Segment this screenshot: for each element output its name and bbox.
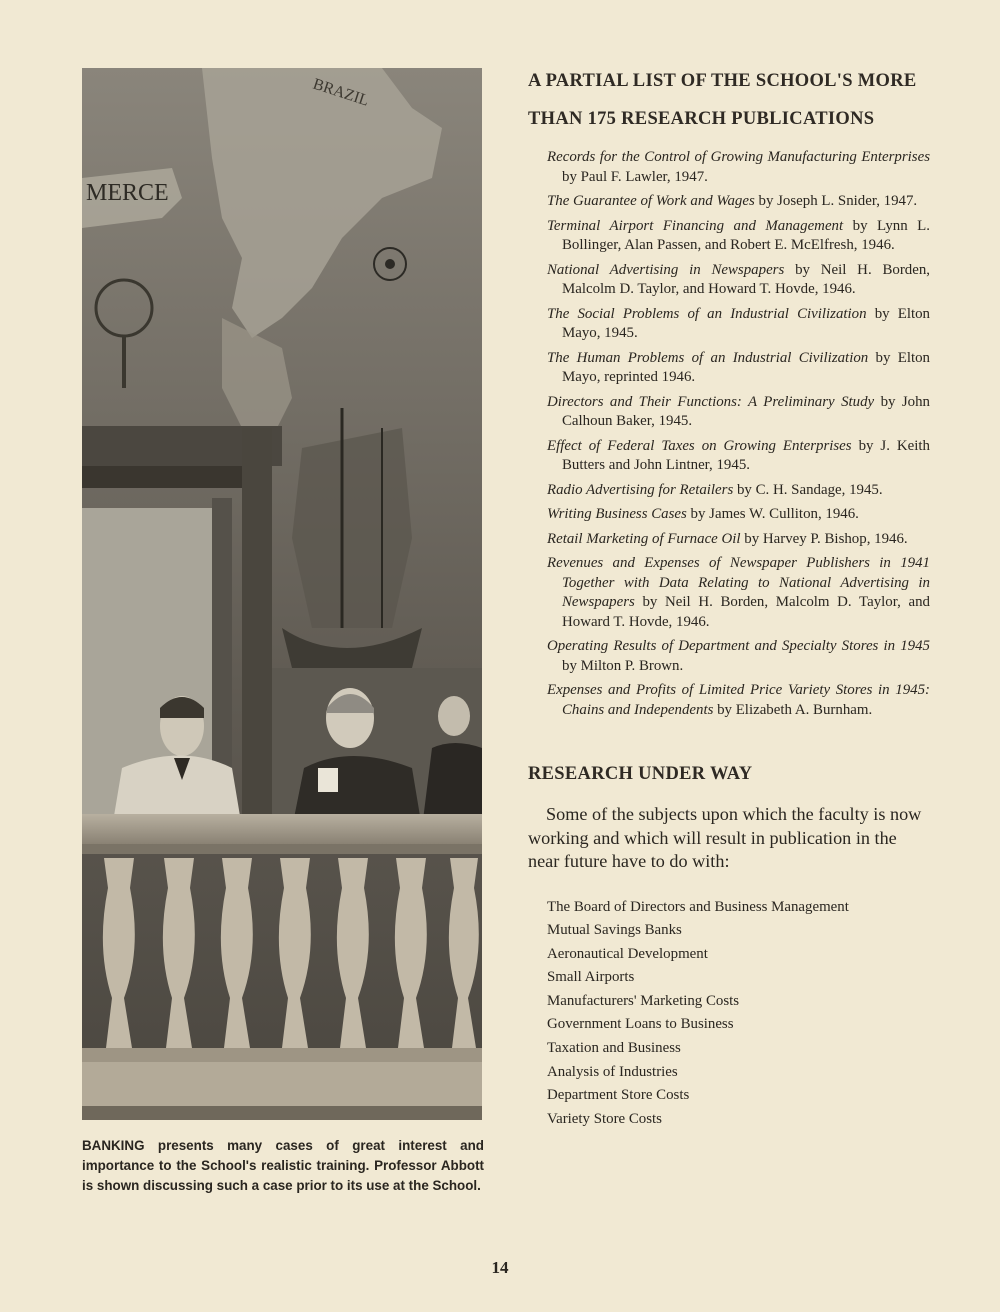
publication-item: [528, 261, 930, 300]
map-label-merce: MERCE: [86, 180, 169, 206]
publication-item: [528, 637, 930, 676]
research-subject: Department Store Costs: [547, 1087, 690, 1104]
publication-item: [528, 530, 930, 550]
research-subjects-list: [528, 896, 930, 1132]
publication-item: [528, 554, 930, 632]
publication-item: [528, 217, 930, 256]
banking-photo: [82, 68, 482, 1120]
publication-title: Revenues and Expenses of Newspaper Publishers in 1941 Together with Data Relating to National Advertising in Newspapers: [547, 555, 930, 610]
publication-title: Operating Results of Department and Specialty Stores in 1945: [547, 638, 930, 654]
publication-title: The Social Problems of an Industrial Civilization: [547, 305, 867, 322]
publication-credit: by Elizabeth A. Burnham.: [713, 701, 873, 718]
publication-credit: by Paul F. Lawler, 1947.: [562, 168, 708, 185]
research-subject: Analysis of Industries: [547, 1063, 678, 1080]
publication-item: [528, 192, 930, 212]
publication-title: Records for the Control of Growing Manufacturing Enterprises: [547, 149, 930, 165]
publications-heading: [528, 62, 930, 138]
research-subject: Government Loans to Business: [547, 1016, 734, 1033]
map-label-brazil: BRAZIL: [310, 75, 371, 110]
publication-credit: by C. H. Sandage, 1945.: [733, 481, 883, 498]
research-subject: Mutual Savings Banks: [547, 922, 682, 939]
publication-title: Expenses and Profits of Limited Price Variety Stores in 1945: Chains and Independents: [547, 682, 930, 718]
publication-title: The Guarantee of Work and Wages: [547, 193, 755, 209]
publication-item: [528, 349, 930, 388]
publication-title: Directors and Their Functions: A Preliminary Study: [547, 393, 875, 410]
publication-title: Effect of Federal Taxes on Growing Enterprises: [547, 437, 852, 454]
publication-title: National Advertising in Newspapers: [547, 261, 785, 278]
publication-item: [528, 505, 930, 525]
right-column: [528, 62, 930, 1131]
publication-credit: by Joseph L. Snider, 1947.: [754, 193, 918, 209]
publication-credit: by James W. Culliton, 1946.: [686, 506, 859, 522]
research-subject: Variety Store Costs: [547, 1110, 662, 1127]
publication-item: [528, 393, 930, 432]
research-subject: The Board of Directors and Business Management: [547, 898, 849, 915]
publication-credit: by J. Keith Butters and John Lintner, 1945.: [562, 437, 930, 473]
publication-title: The Human Problems of an Industrial Civilization: [547, 349, 869, 366]
research-subject: Aeronautical Development: [547, 945, 708, 962]
publication-title: Terminal Airport Financing and Management: [547, 217, 844, 234]
publication-credit: by Milton P. Brown.: [562, 657, 684, 674]
publication-item: [528, 681, 930, 720]
publications-heading-line-2: THAN 175 RESEARCH PUBLICATIONS: [528, 109, 875, 129]
research-subject: Manufacturers' Marketing Costs: [547, 992, 740, 1009]
page-number: 14: [491, 1258, 509, 1277]
publication-item: [528, 148, 930, 187]
publication-credit: by Neil H. Borden, Malcolm D. Taylor, and Howard T. Hovde, 1946.: [562, 594, 930, 630]
publication-credit: by Elton Mayo, reprinted 1946.: [562, 349, 930, 385]
research-subject: Taxation and Business: [547, 1040, 681, 1057]
publication-item: [528, 305, 930, 344]
publication-title: Retail Marketing of Furnace Oil: [547, 530, 741, 547]
publications-list: [528, 148, 930, 720]
publication-item: [528, 437, 930, 476]
publication-credit: by John Calhoun Baker, 1945.: [562, 393, 930, 429]
research-subject: Small Airports: [547, 969, 635, 986]
research-heading: RESEARCH UNDER WAY: [528, 764, 753, 784]
banking-photo-image: [82, 68, 482, 1120]
research-intro: Some of the subjects upon which the faculty is now working and which will result in publication in the near future have to do with:: [528, 804, 922, 871]
publication-credit: by Elton Mayo, 1945.: [562, 305, 930, 341]
publication-title: Writing Business Cases: [547, 506, 687, 522]
publication-credit: by Harvey P. Bishop, 1946.: [740, 530, 908, 547]
publication-item: [528, 481, 930, 501]
photo-caption: BANKING presents many cases of great interest and importance to the School's realistic training. Professor Abbott is shown discussing such a case prior to its use at the School.: [82, 1138, 484, 1193]
publication-title: Radio Advertising for Retailers: [547, 481, 734, 498]
publication-credit: by Neil H. Borden, Malcolm D. Taylor, and Howard T. Hovde, 1946.: [562, 261, 931, 297]
publication-credit: by Lynn L. Bollinger, Alan Passen, and Robert E. McElfresh, 1946.: [562, 217, 930, 253]
publications-heading-line-1: A PARTIAL LIST OF THE SCHOOL'S MORE: [528, 71, 917, 91]
